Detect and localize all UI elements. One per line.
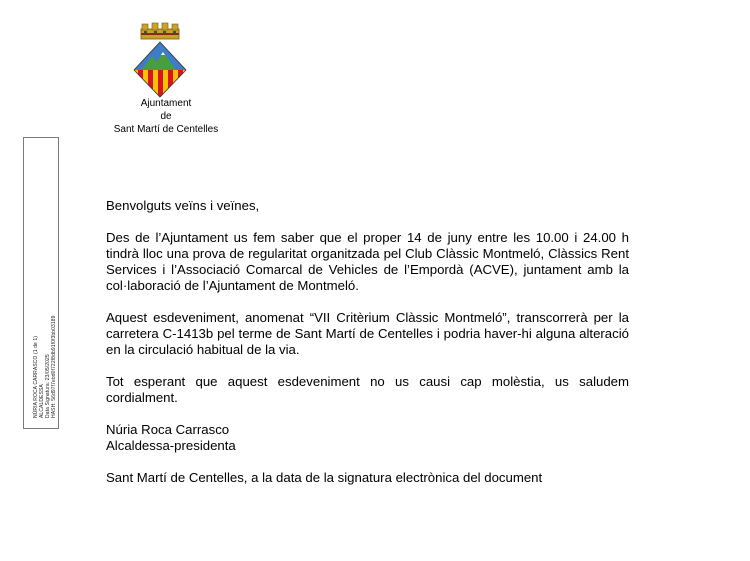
signer-role: Alcaldessa-presidenta <box>106 438 236 453</box>
stamp-date-line: Data Signatura: 23/05/2025 <box>45 354 51 418</box>
municipality-name <box>96 97 236 136</box>
signature-stamp-text <box>33 158 57 418</box>
paragraph-event-details: Aquest esdeveniment, anomenat “VII Critèrium Clàssic Montmeló”, transcorrerà per la carretera C-1413b pel terme de Sant Martí de Centelles i podria haver-hi alguna alteració en la circulació habitual de la via. <box>106 310 629 357</box>
paragraph-event-notice: Des de l’Ajuntament us fem saber que el proper 14 de juny entre les 10.00 i 24.00 h tindrà lloc una prova de regularitat organitzada pel Club Clàssic Montmeló, Clàssics Rent Services i l’Associació Comarcal de Vehicles de l’Empordà (ACVE), juntament amb la col·laboració de l’Ajuntament de Montmeló. <box>106 230 629 293</box>
stamp-hash-line: HASH: 56d97f7ebd0f722f8db91f0f3bb03189 <box>51 315 57 418</box>
org-line-de: de <box>160 111 172 122</box>
place-and-date: Sant Martí de Centelles, a la data de la signatura electrònica del document <box>106 470 543 485</box>
crown-icon <box>141 23 179 39</box>
municipal-coat-of-arms <box>130 20 190 98</box>
org-line-municipality: Sant Martí de Centelles <box>113 124 219 135</box>
org-line-ajuntament: Ajuntament <box>140 98 192 109</box>
shield-icon <box>130 40 190 98</box>
paragraph-closing: Tot esperant que aquest esdeveniment no us causi cap molèstia, us saludem cordialment. <box>106 374 629 405</box>
signer-name: Núria Roca Carrasco <box>106 422 230 437</box>
salutation: Benvolguts veïns i veïnes, <box>106 198 260 213</box>
stamp-signer-line: NÚRIA ROCA CARRASCO (1 de 1) <box>33 336 39 418</box>
stamp-role-line: ALCALDESSA <box>39 384 45 418</box>
letter-body <box>106 198 629 486</box>
electronic-signature-stamp <box>23 137 59 429</box>
